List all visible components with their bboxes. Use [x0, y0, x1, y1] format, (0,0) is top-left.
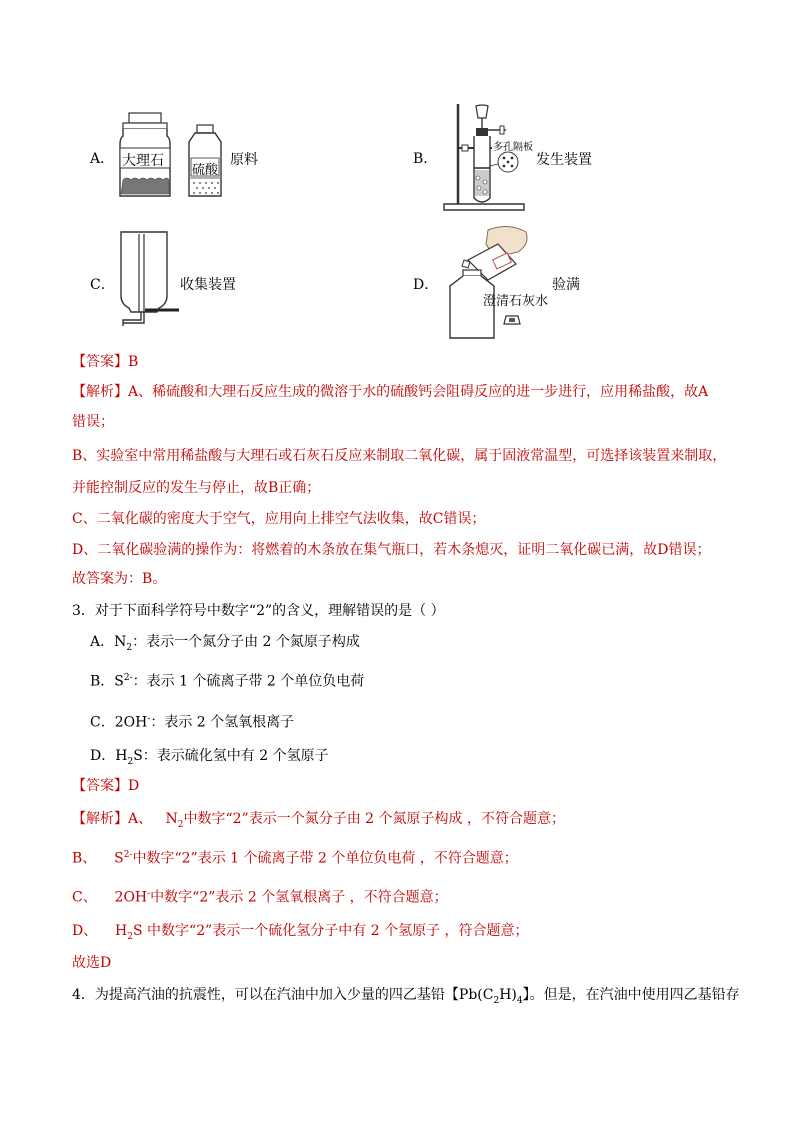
option-d-caption: 验满: [552, 277, 580, 293]
water-label: 澄清石灰水: [483, 294, 549, 309]
option-a-letter: A．: [90, 151, 115, 167]
q2-analysis-line-1: 【解析】A、稀硫酸和大理石反应生成的微溶于水的硫酸钙会阻碍反应的进一步进行，应用稀盐酸，故A: [72, 384, 709, 400]
option-b-caption: 发生装置: [536, 152, 592, 168]
q3-option-d[interactable]: D．$H_2S$：表示硫化氢中有 2 个氢原子: [90, 748, 329, 767]
q3-option-b[interactable]: B．$S^{2-}$：表示 1 个硫离子带 2 个单位负电荷: [90, 673, 365, 690]
q2-analysis-line-2: 错误；: [72, 414, 114, 430]
q4-stem: 4．为提高汽油的抗震性，可以在汽油中加入少量的四乙基铅【$Pb(C_2H)_4$】。但是，在汽油中使用四乙基铅存: [72, 987, 740, 1006]
generation-apparatus-figure: [440, 100, 535, 215]
q3-analysis-b: B、 $S^{2-}$中数字“2”表示 1 个硫离子带 2 个单位负电荷 ，不符合题意；: [72, 850, 518, 867]
q3-conclusion: 故选D: [72, 955, 112, 971]
collection-apparatus-figure: [115, 228, 185, 336]
q3-stem: 3．对于下面科学符号中数字“2”的含义，理解错误的是（ ）: [72, 603, 445, 619]
q2-answer: 【答案】B: [72, 354, 139, 370]
q2-analysis-line-4: 并能控制反应的发生与停止，故B正确；: [72, 480, 321, 496]
option-d-letter: D．: [413, 277, 439, 293]
q3-option-a[interactable]: A．$N_2$：表示一个氮分子由 2 个氮原子构成: [90, 634, 360, 653]
option-c-caption: 收集装置: [180, 277, 236, 293]
q2-analysis-line-7: 故答案为：B。: [72, 571, 167, 587]
jar-label: 大理石: [122, 153, 164, 169]
option-b-letter: B．: [413, 151, 438, 167]
q2-analysis-line-6: D、二氧化碳验满的操作为：将燃着的木条放在集气瓶口，若木条熄灭，证明二氧化碳已满，故D错误；: [72, 542, 711, 558]
plate-label: 多孔隔板: [493, 142, 533, 153]
q3-answer: 【答案】D: [72, 778, 140, 794]
q3-option-c[interactable]: C．2OH-：表示 2 个氢氧根离子: [90, 714, 295, 731]
q3-analysis-d: D、 $H_2S$ 中数字“2”表示一个硫化氢分子中有 2 个氢原子 ，符合题意；: [72, 923, 529, 942]
q3-analysis-a: 【解析】A、 $N_2$中数字“2”表示一个氮分子由 2 个氮原子构成 ，不符合题意；: [72, 811, 565, 830]
gas-full-test-figure: [438, 222, 548, 340]
q3-analysis-c: C、 2OH-中数字“2”表示 2 个氢氧根离子 ，不符合题意；: [72, 889, 448, 906]
option-c-letter: C．: [90, 277, 115, 293]
bottle-label: 硫酸: [192, 163, 219, 178]
q2-analysis-line-3: B、实验室中常用稀盐酸与大理石或石灰石反应来制取二氧化碳，属于固液常温型，可选择该装置来制取，: [72, 448, 727, 464]
option-a-caption: 原料: [230, 152, 258, 168]
q2-analysis-line-5: C、二氧化碳的密度大于空气，应用向上排空气法收集，故C错误；: [72, 511, 486, 527]
